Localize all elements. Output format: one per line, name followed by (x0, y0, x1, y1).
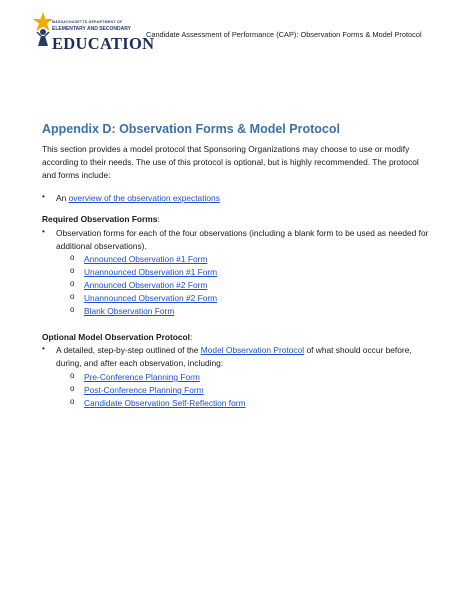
page-header (30, 10, 450, 60)
bullet-text: An (56, 193, 69, 203)
list-item (56, 192, 220, 205)
sub-bullet-icon: o (70, 266, 75, 275)
sub-bullet-icon: o (70, 305, 75, 314)
optional-heading (42, 331, 192, 344)
required-heading (42, 213, 160, 226)
required-bullet: Observation forms for each of the four observations (including a blank form to be used as needed for additional observations). (56, 228, 429, 251)
sub-bullet-icon: o (70, 384, 75, 393)
bullet-icon: • (42, 192, 45, 201)
sub-bullet-icon: o (70, 397, 75, 406)
sub-bullet-icon: o (70, 292, 75, 301)
sub-bullet-icon: o (70, 279, 75, 288)
sub-bullet-icon: o (70, 371, 75, 380)
logo-line-2: ELEMENTARY AND SECONDARY (52, 26, 131, 32)
star-figure-icon (32, 12, 54, 46)
unannounced-observation-1-link[interactable]: Unannounced Observation #1 Form (84, 267, 218, 277)
optional-bullet (56, 344, 432, 370)
unannounced-observation-2-link[interactable]: Unannounced Observation #2 Form (84, 293, 218, 303)
model-observation-protocol-link[interactable]: Model Observation Protocol (200, 345, 305, 355)
announced-observation-2-link[interactable]: Announced Observation #2 Form (84, 280, 208, 290)
sub-bullet-icon: o (70, 253, 75, 262)
optional-heading-colon: : (189, 332, 193, 342)
required-heading-colon: : (157, 214, 160, 224)
intro-paragraph: This section provides a model protocol that Sponsoring Organizations may choose to use or modify according to their needs. The use of this protocol is optional, but is highly recommended. The protocol and forms include: (42, 144, 419, 180)
bullet-icon: • (42, 227, 45, 236)
blank-observation-form-link[interactable]: Blank Observation Form (84, 306, 175, 316)
logo-line-3: EDUCATION (52, 34, 155, 53)
pre-conference-planning-link[interactable]: Pre-Conference Planning Form (84, 372, 200, 382)
optional-bullet-prefix: A detailed, step-by-step outlined of the (56, 345, 201, 355)
post-conference-planning-link[interactable]: Post-Conference Planning Form (84, 385, 204, 395)
optional-heading-text: Optional Model Observation Protocol (42, 332, 190, 342)
required-heading-text: Required Observation Forms (42, 214, 158, 224)
announced-observation-1-link[interactable]: Announced Observation #1 Form (84, 254, 208, 264)
logo-line-1: MASSACHUSETTS DEPARTMENT OF (52, 20, 123, 24)
running-head: Candidate Assessment of Performance (CAP): Observation Forms & Model Protocol (146, 30, 422, 39)
self-reflection-form-link[interactable]: Candidate Observation Self-Reflection form (84, 398, 246, 408)
overview-link[interactable]: overview of the observation expectations (68, 193, 220, 203)
bullet-icon: • (42, 344, 45, 353)
optional-bullet-suffix: of what should occur before, during, and after each observation, including: (56, 345, 412, 368)
page-title: Appendix D: Observation Forms & Model Protocol (42, 122, 340, 136)
dese-logo (30, 10, 155, 60)
